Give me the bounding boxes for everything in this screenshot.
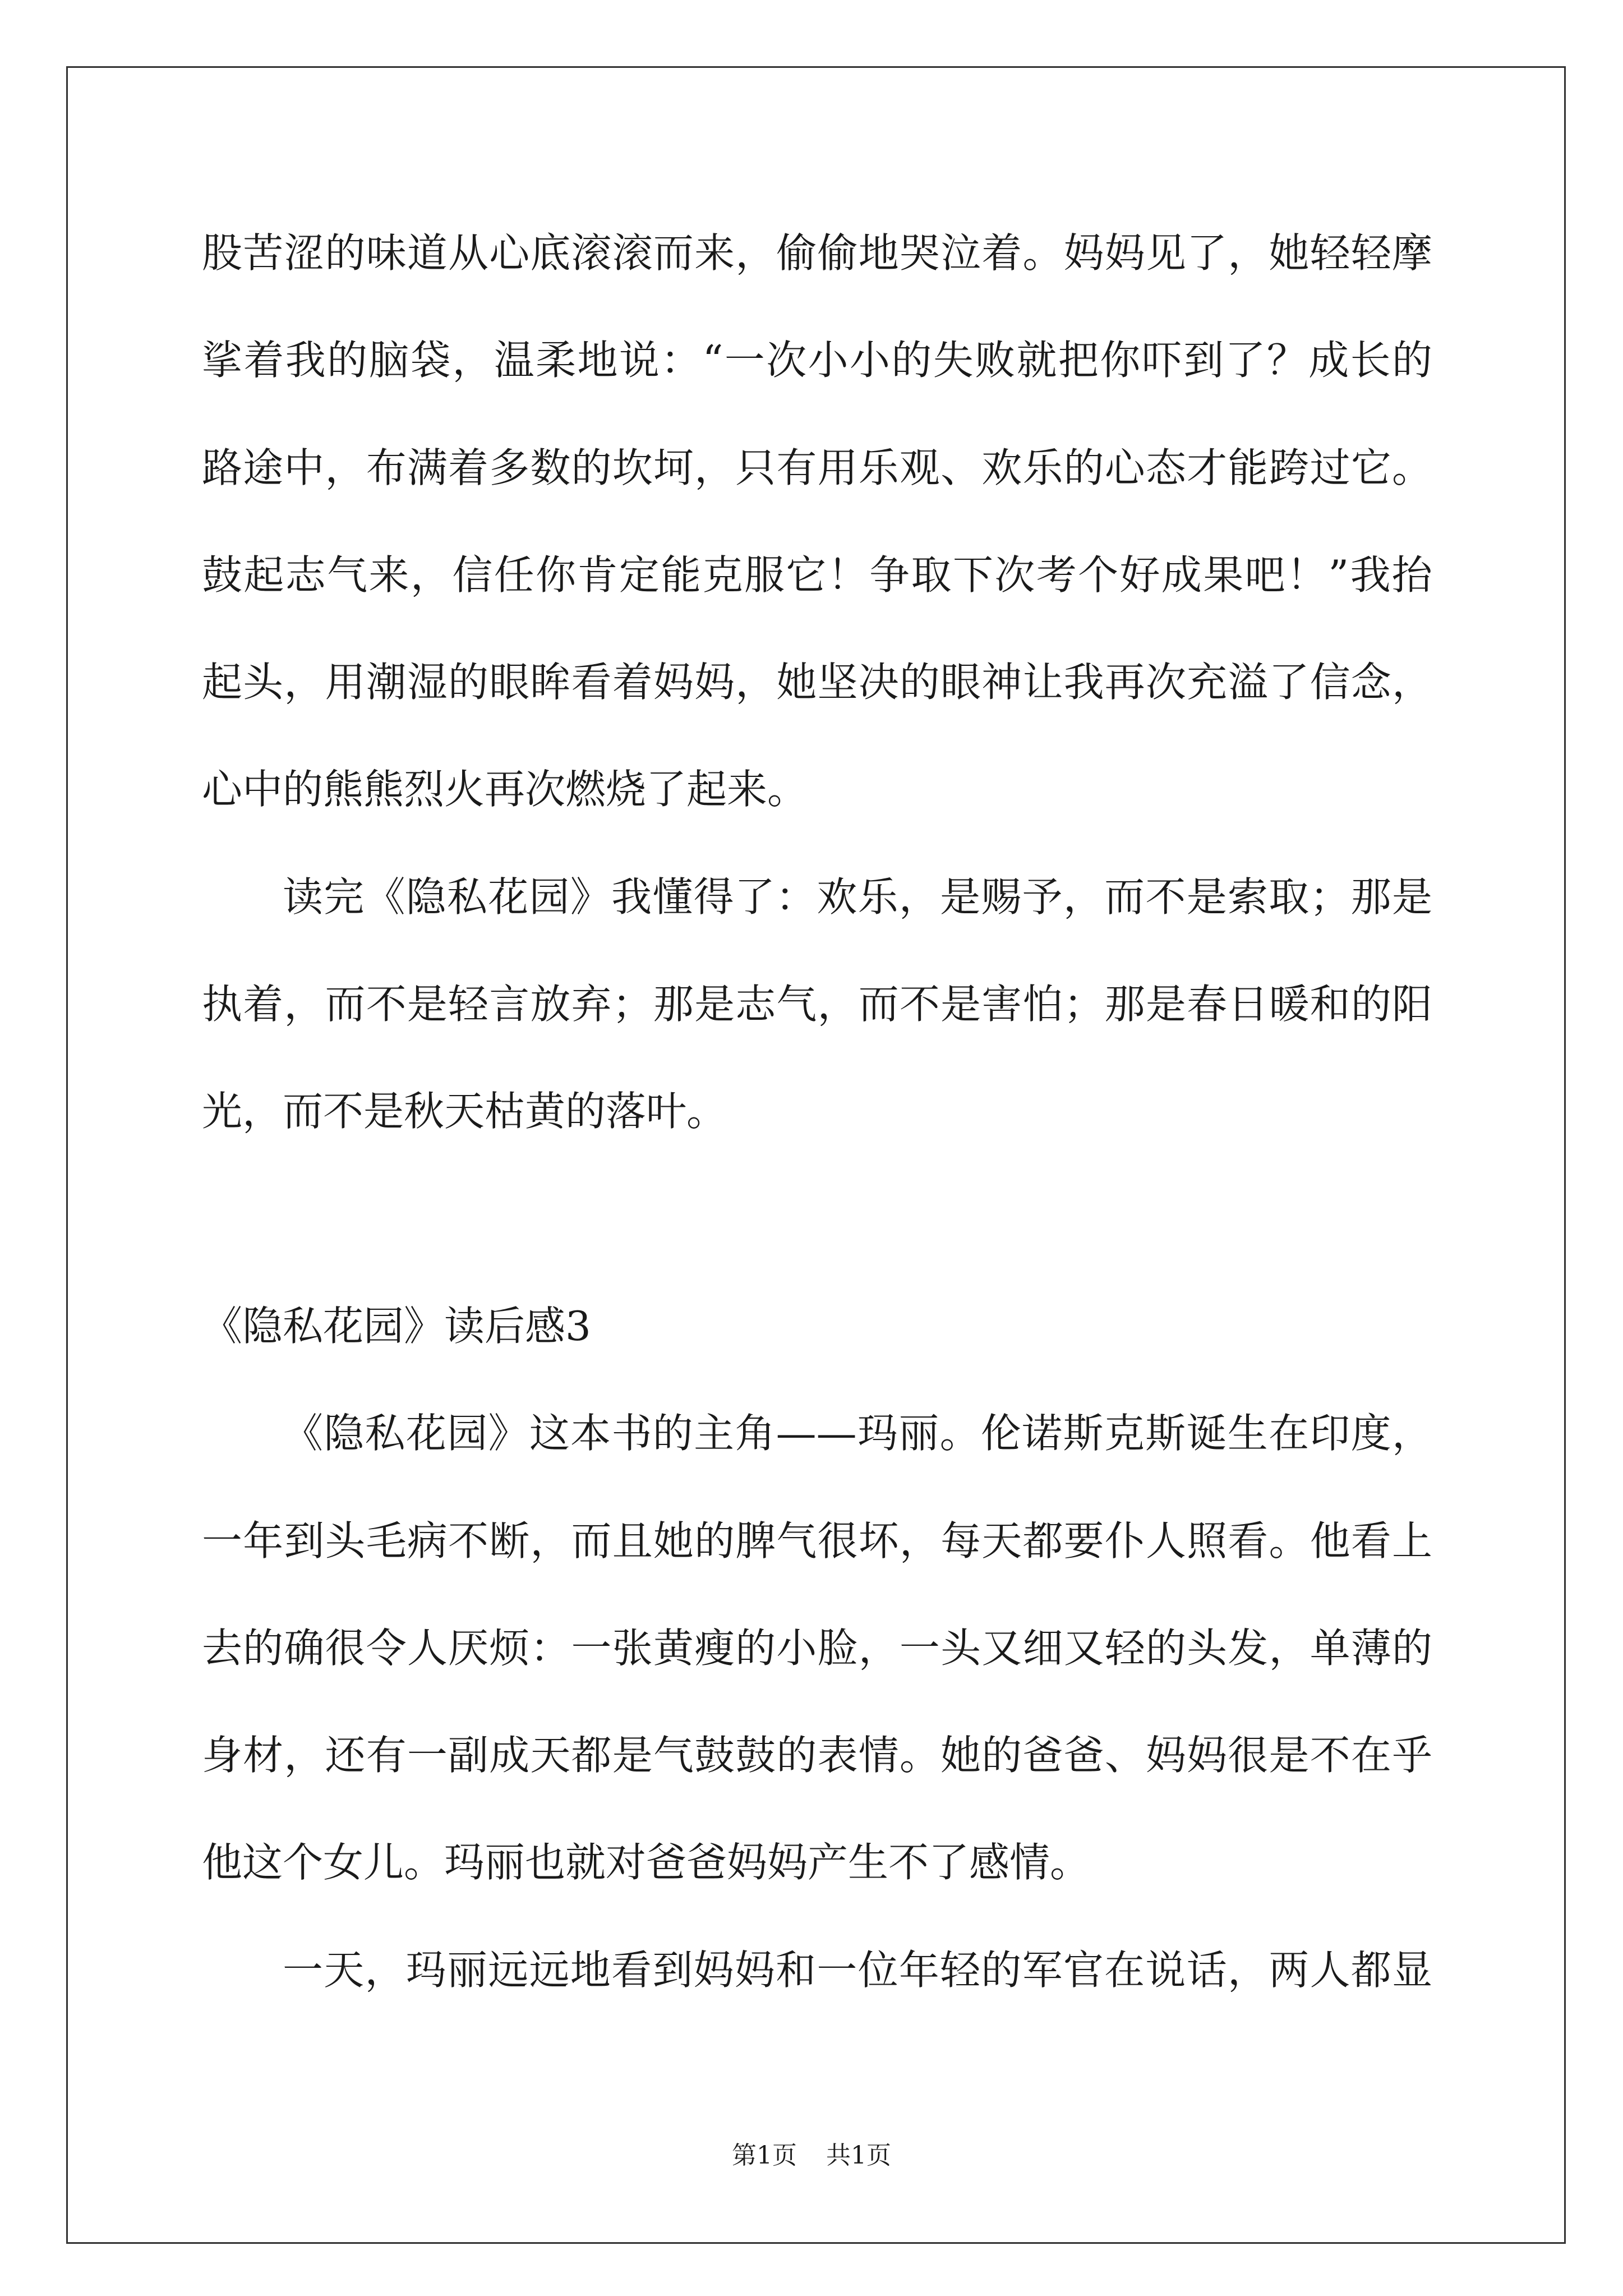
document-body — [202, 200, 1432, 2024]
text-line: 起头，用潮湿的眼眸看着妈妈，她坚决的眼神让我再次充溢了信念， — [202, 659, 1432, 706]
text-line: 一年到头毛病不断，而且她的脾气很坏，每天都要仆人照看。他看上 — [202, 1517, 1432, 1565]
text-line: 身材，还有一副成天都是气鼓鼓的表情。她的爸爸、妈妈很是不在乎 — [202, 1732, 1432, 1779]
text-line: 鼓起志气来，信任你肯定能克服它！争取下次考个好成果吧！”我抬 — [202, 551, 1432, 599]
text-line: 挲着我的脑袋，温柔地说：“一次小小的失败就把你吓到了？成长的 — [202, 337, 1432, 384]
text-line: 读完《隐私花园》我懂得了：欢乐，是赐予，而不是索取；那是 — [283, 873, 1432, 921]
text-line: 他这个女儿。玛丽也就对爸爸妈妈产生不了感情。 — [202, 1839, 1091, 1887]
text-line: 路途中，布满着多数的坎坷，只有用乐观、欢乐的心态才能跨过它。 — [202, 444, 1432, 491]
text-line: 执着，而不是轻言放弃；那是志气，而不是害怕；那是春日暖和的阳 — [202, 981, 1432, 1028]
text-line: 一天，玛丽远远地看到妈妈和一位年轻的军官在说话，两人都显 — [283, 1946, 1432, 1994]
story-paragraph — [202, 1917, 1432, 2024]
text-line: 心中的熊熊烈火再次燃烧了起来。 — [202, 766, 808, 813]
text-line: 光，而不是秋天枯黄的落叶。 — [202, 1088, 727, 1135]
page-footer — [0, 2140, 1623, 2171]
text-line: 《隐私花园》这本书的主角——玛丽。伦诺斯克斯诞生在印度， — [283, 1410, 1432, 1457]
section-heading: 《隐私花园》读后感3 — [202, 1302, 591, 1350]
page-total: 共1页 — [826, 2141, 891, 2170]
page-number: 第1页 — [732, 2141, 797, 2170]
reflection-paragraph — [202, 844, 1432, 1166]
text-line: 股苦涩的味道从心底滚滚而来，偷偷地哭泣着。妈妈见了，她轻轻摩 — [202, 229, 1432, 277]
intro-paragraph — [202, 1380, 1432, 1916]
continuation-paragraph — [202, 200, 1432, 844]
text-line: 去的确很令人厌烦：一张黄瘦的小脸，一头又细又轻的头发，单薄的 — [202, 1624, 1432, 1672]
